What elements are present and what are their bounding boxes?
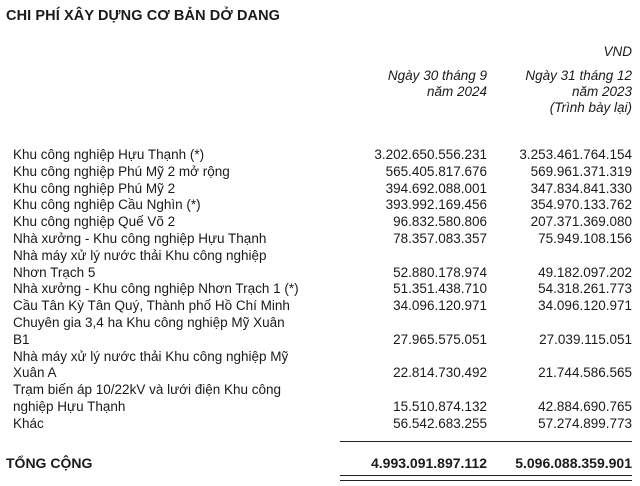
- value-2024: 22.814.730.492: [393, 365, 487, 381]
- value-2023: 54.318.261.773: [538, 281, 632, 297]
- total-value-2023: 5.096.088.359.901: [515, 455, 632, 471]
- value-2024: 394.692.088.001: [385, 180, 487, 196]
- value-2023: 3.253.461.764.154: [519, 147, 632, 162]
- row-label: [13, 281, 358, 298]
- value-2024: 51.351.438.710: [393, 281, 487, 297]
- table-row: [0, 147, 640, 164]
- value-2023: 569.961.371.319: [530, 163, 632, 179]
- table-row: [0, 231, 640, 248]
- row-label: [13, 349, 358, 383]
- value-2023: 347.834.841.330: [530, 180, 632, 196]
- value-2024: 565.405.817.676: [385, 163, 487, 179]
- row-label-line: Nhà xưởng - Khu công nghiệp Hựu Thạnh: [13, 230, 267, 246]
- row-label-line: Khu công nghiệp Phú Mỹ 2 mở rộng: [13, 163, 230, 179]
- row-label: [13, 147, 358, 164]
- table-row: [0, 315, 640, 349]
- row-label-line: Nhà máy xử lý nước thải Khu công nghiệp Mỹ: [13, 348, 289, 364]
- table-row: [0, 349, 640, 383]
- column-header-line: Ngày 31 tháng 12: [525, 68, 632, 83]
- table-row: [0, 382, 640, 416]
- row-label: [13, 164, 358, 181]
- total-label: TỔNG CỘNG: [6, 455, 93, 471]
- row-label: [13, 382, 358, 416]
- total-double-rule: [340, 475, 487, 481]
- subtotal-rule: [340, 441, 487, 442]
- value-2023: 27.039.115.051: [539, 331, 632, 347]
- value-2024: 78.357.083.357: [393, 230, 487, 246]
- value-2024: 34.096.120.971: [393, 298, 487, 314]
- row-label-line: Khu công nghiệp Phú Mỹ 2: [13, 180, 176, 196]
- value-2023: 49.182.097.202: [538, 264, 632, 280]
- row-label-line: Nhà xưởng - Khu công nghiệp Nhơn Trạch 1 (*): [13, 281, 299, 297]
- value-2024: 52.880.178.974: [393, 264, 487, 280]
- row-label-line: Khu công nghiệp Cầu Nghìn (*): [13, 197, 201, 213]
- value-2023: 42.884.690.765: [538, 398, 632, 414]
- row-label: [13, 248, 358, 282]
- value-2024: 3.202.650.556.231: [374, 147, 487, 162]
- value-2024: 27.965.575.051: [393, 331, 487, 347]
- value-2023: 207.371.369.080: [530, 214, 632, 230]
- row-label-line: Khác: [13, 415, 44, 431]
- value-2023: 21.744.586.565: [538, 365, 632, 381]
- subtotal-rule: [487, 441, 632, 442]
- table-row: [0, 416, 640, 433]
- table-row: [0, 214, 640, 231]
- row-label-line: Cầu Tân Kỳ Tân Quý, Thành phố Hồ Chí Minh: [13, 298, 290, 314]
- table-row: [0, 197, 640, 214]
- value-2024: 56.542.683.255: [393, 415, 487, 431]
- row-label-line: Nhơn Trạch 5: [13, 264, 96, 280]
- column-header-line: Ngày 30 tháng 9: [387, 68, 487, 83]
- table-row: [0, 298, 640, 315]
- value-2023: 75.949.108.156: [538, 230, 632, 246]
- line-items: [0, 147, 640, 433]
- column-header-line: năm 2024: [426, 84, 487, 99]
- value-2024: 96.832.580.806: [393, 214, 487, 230]
- currency-label: VND: [603, 44, 632, 59]
- table-row: [0, 281, 640, 298]
- row-label-line: Xuân A: [13, 365, 57, 381]
- column-header-2024: [388, 68, 487, 100]
- value-2023: 57.274.899.773: [538, 415, 632, 431]
- row-label-line: Trạm biến áp 10/22kV và lưới điện Khu công: [13, 382, 282, 398]
- column-header-2023: [525, 68, 632, 116]
- row-label-line: Khu công nghiệp Quế Võ 2: [13, 214, 176, 230]
- row-label-line: Khu công nghiệp Hựu Thạnh (*): [13, 147, 205, 162]
- row-label-line: nghiệp Hựu Thạnh: [13, 398, 126, 414]
- column-header-line: năm 2023: [571, 84, 632, 99]
- row-label-line: Chuyên gia 3,4 ha Khu công nghiệp Mỹ Xuân: [13, 314, 285, 330]
- value-2023: 354.970.133.762: [530, 197, 632, 213]
- value-2023: 34.096.120.971: [538, 298, 632, 314]
- row-label: [13, 181, 358, 198]
- row-label: [13, 231, 358, 248]
- table-row: [0, 181, 640, 198]
- row-label: [13, 315, 358, 349]
- row-label: [13, 298, 358, 315]
- page-title: CHI PHÍ XÂY DỰNG CƠ BẢN DỞ DANG: [6, 8, 281, 24]
- total-value-2024: 4.993.091.897.112: [370, 455, 487, 471]
- value-2024: 393.992.169.456: [385, 197, 487, 213]
- row-label-line: B1: [13, 331, 30, 347]
- table-row: [0, 164, 640, 181]
- row-label: [13, 416, 358, 433]
- column-header-line: (Trình bày lại): [549, 100, 632, 115]
- row-label: [13, 197, 358, 214]
- value-2024: 15.510.874.132: [393, 398, 487, 414]
- row-label-line: Nhà máy xử lý nước thải Khu công nghiệp: [13, 247, 267, 263]
- total-double-rule: [487, 475, 632, 481]
- table-row: [0, 248, 640, 282]
- row-label: [13, 214, 358, 231]
